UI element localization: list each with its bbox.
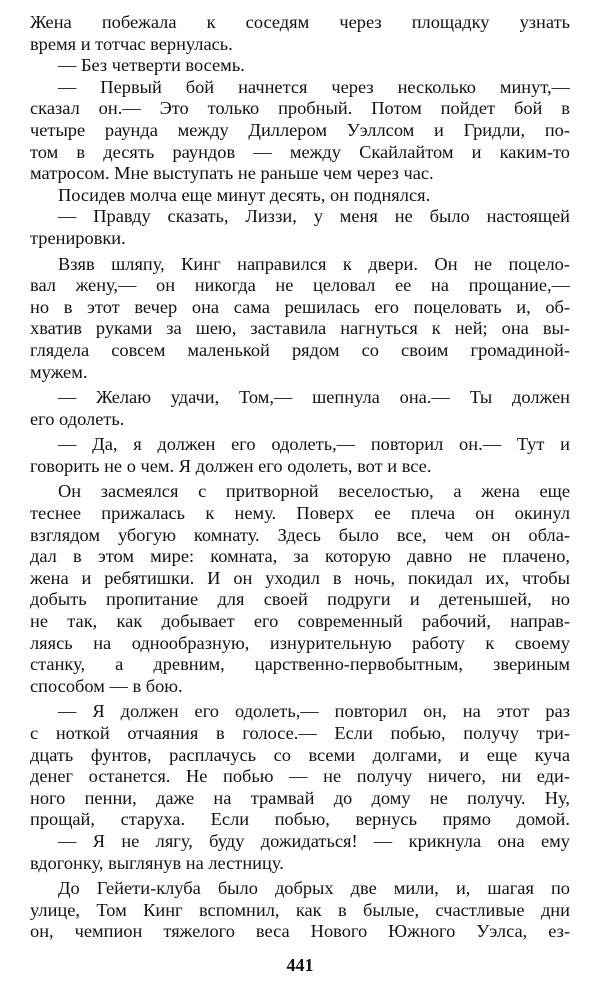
text-line: хватив руками за шею, заставила нагнуться к ней; она вы- <box>30 318 570 339</box>
text-line: добыть пропитание для своей подруги и детенышей, но <box>30 589 570 610</box>
text-line: тренировки. <box>30 227 126 248</box>
text-line: глядела совсем маленькой рядом со своим громадиной- <box>30 339 570 360</box>
text-line: Жена побежала к соседям через площадку узнать <box>30 12 570 32</box>
text-line: Взяв шляпу, Кинг направился к двери. Он не поцело- <box>58 253 570 274</box>
text-line: сказал он.— Это только пробный. Потом пойдет бой в <box>30 98 570 119</box>
text-line: четыре раунда между Диллером Уэллсом и Гридли, по- <box>30 119 570 140</box>
text-line: улице, Том Кинг вспомнил, как в былые, счастливые дни <box>30 899 570 920</box>
text-line: вдогонку, выглянув на лестницу. <box>30 852 284 873</box>
text-line: матросом. Мне выступать не раньше чем через час. <box>30 163 434 184</box>
text-line: — Первый бой начнется через несколько минут,— <box>58 76 570 97</box>
text-line: — Я должен его одолеть,— повторил он, на этот раз <box>58 701 570 722</box>
text-line: жена и ребятишки. И он уходил в ночь, покидал их, чтобы <box>30 567 570 588</box>
text-line: с ноткой отчаяния в голосе.— Если побью, получу три- <box>30 723 570 743</box>
text-line: ного пенни, даже на трамвай до дому не получу. Ну, <box>30 787 570 808</box>
text-line: том в десять раундов — между Скайлайтом и каким-то <box>30 141 570 162</box>
text-line: — Правду сказать, Лиззи, у меня не было настоящей <box>58 206 570 227</box>
text-line: теснее прижалась к нему. Поверх ее плеча он окинул <box>30 503 570 524</box>
text-line: время и тотчас вернулась. <box>30 33 233 54</box>
text-line: — Желаю удачи, Том,— шепнула она.— Ты должен <box>58 387 570 408</box>
text-line: прощай, старуха. Если побью, вернусь прямо домой. <box>30 809 570 830</box>
text-line: вал жену,— он никогда не целовал ее на прощание,— <box>30 275 570 296</box>
text-line: станку, а древним, царственно-первобытным, звериным <box>30 654 570 675</box>
text-line: денег останется. Не побью — не получу ничего, ни еди- <box>30 766 570 787</box>
text-line: не так, как добывает его современный рабочий, направ- <box>30 611 570 632</box>
text-line: взглядом убогую комнату. Здесь было все, чем он обла- <box>30 524 570 545</box>
text-line: дцать фунтов, расплачусь со всеми долгами, и еще куча <box>30 744 570 765</box>
text-line: говорить не о чем. Я должен его одолеть, вот и все. <box>30 455 432 476</box>
text-line: дал в этом мире: комната, за которую давно не плачено, <box>30 546 570 567</box>
text-line: — Да, я должен его одолеть,— повторил он.— Тут и <box>58 434 570 455</box>
text-line: Он засмеялся с притворной веселостью, а жена еще <box>58 481 570 502</box>
text-line: мужем. <box>30 361 88 382</box>
text-line: Посидев молча еще минут десять, он поднялся. <box>58 184 431 205</box>
text-line: способом — в бою. <box>30 675 183 696</box>
text-line: До Гейети-клуба было добрых две мили, и, шагая по <box>58 878 570 899</box>
text-line: ляясь на однообразную, изнурительную работу к своему <box>30 632 570 653</box>
text-line: его одолеть. <box>30 408 125 429</box>
text-line: — Без четверти восемь. <box>58 55 245 76</box>
page-text <box>30 12 570 943</box>
text-line: он, чемпион тяжелого веса Нового Южного Уэлса, ез- <box>30 921 570 942</box>
page-number: 441 <box>286 955 314 975</box>
text-line: — Я не лягу, буду дожидаться! — крикнула она ему <box>58 830 570 851</box>
text-line: но в этот вечер она сама решилась его поцеловать и, об- <box>30 296 570 317</box>
